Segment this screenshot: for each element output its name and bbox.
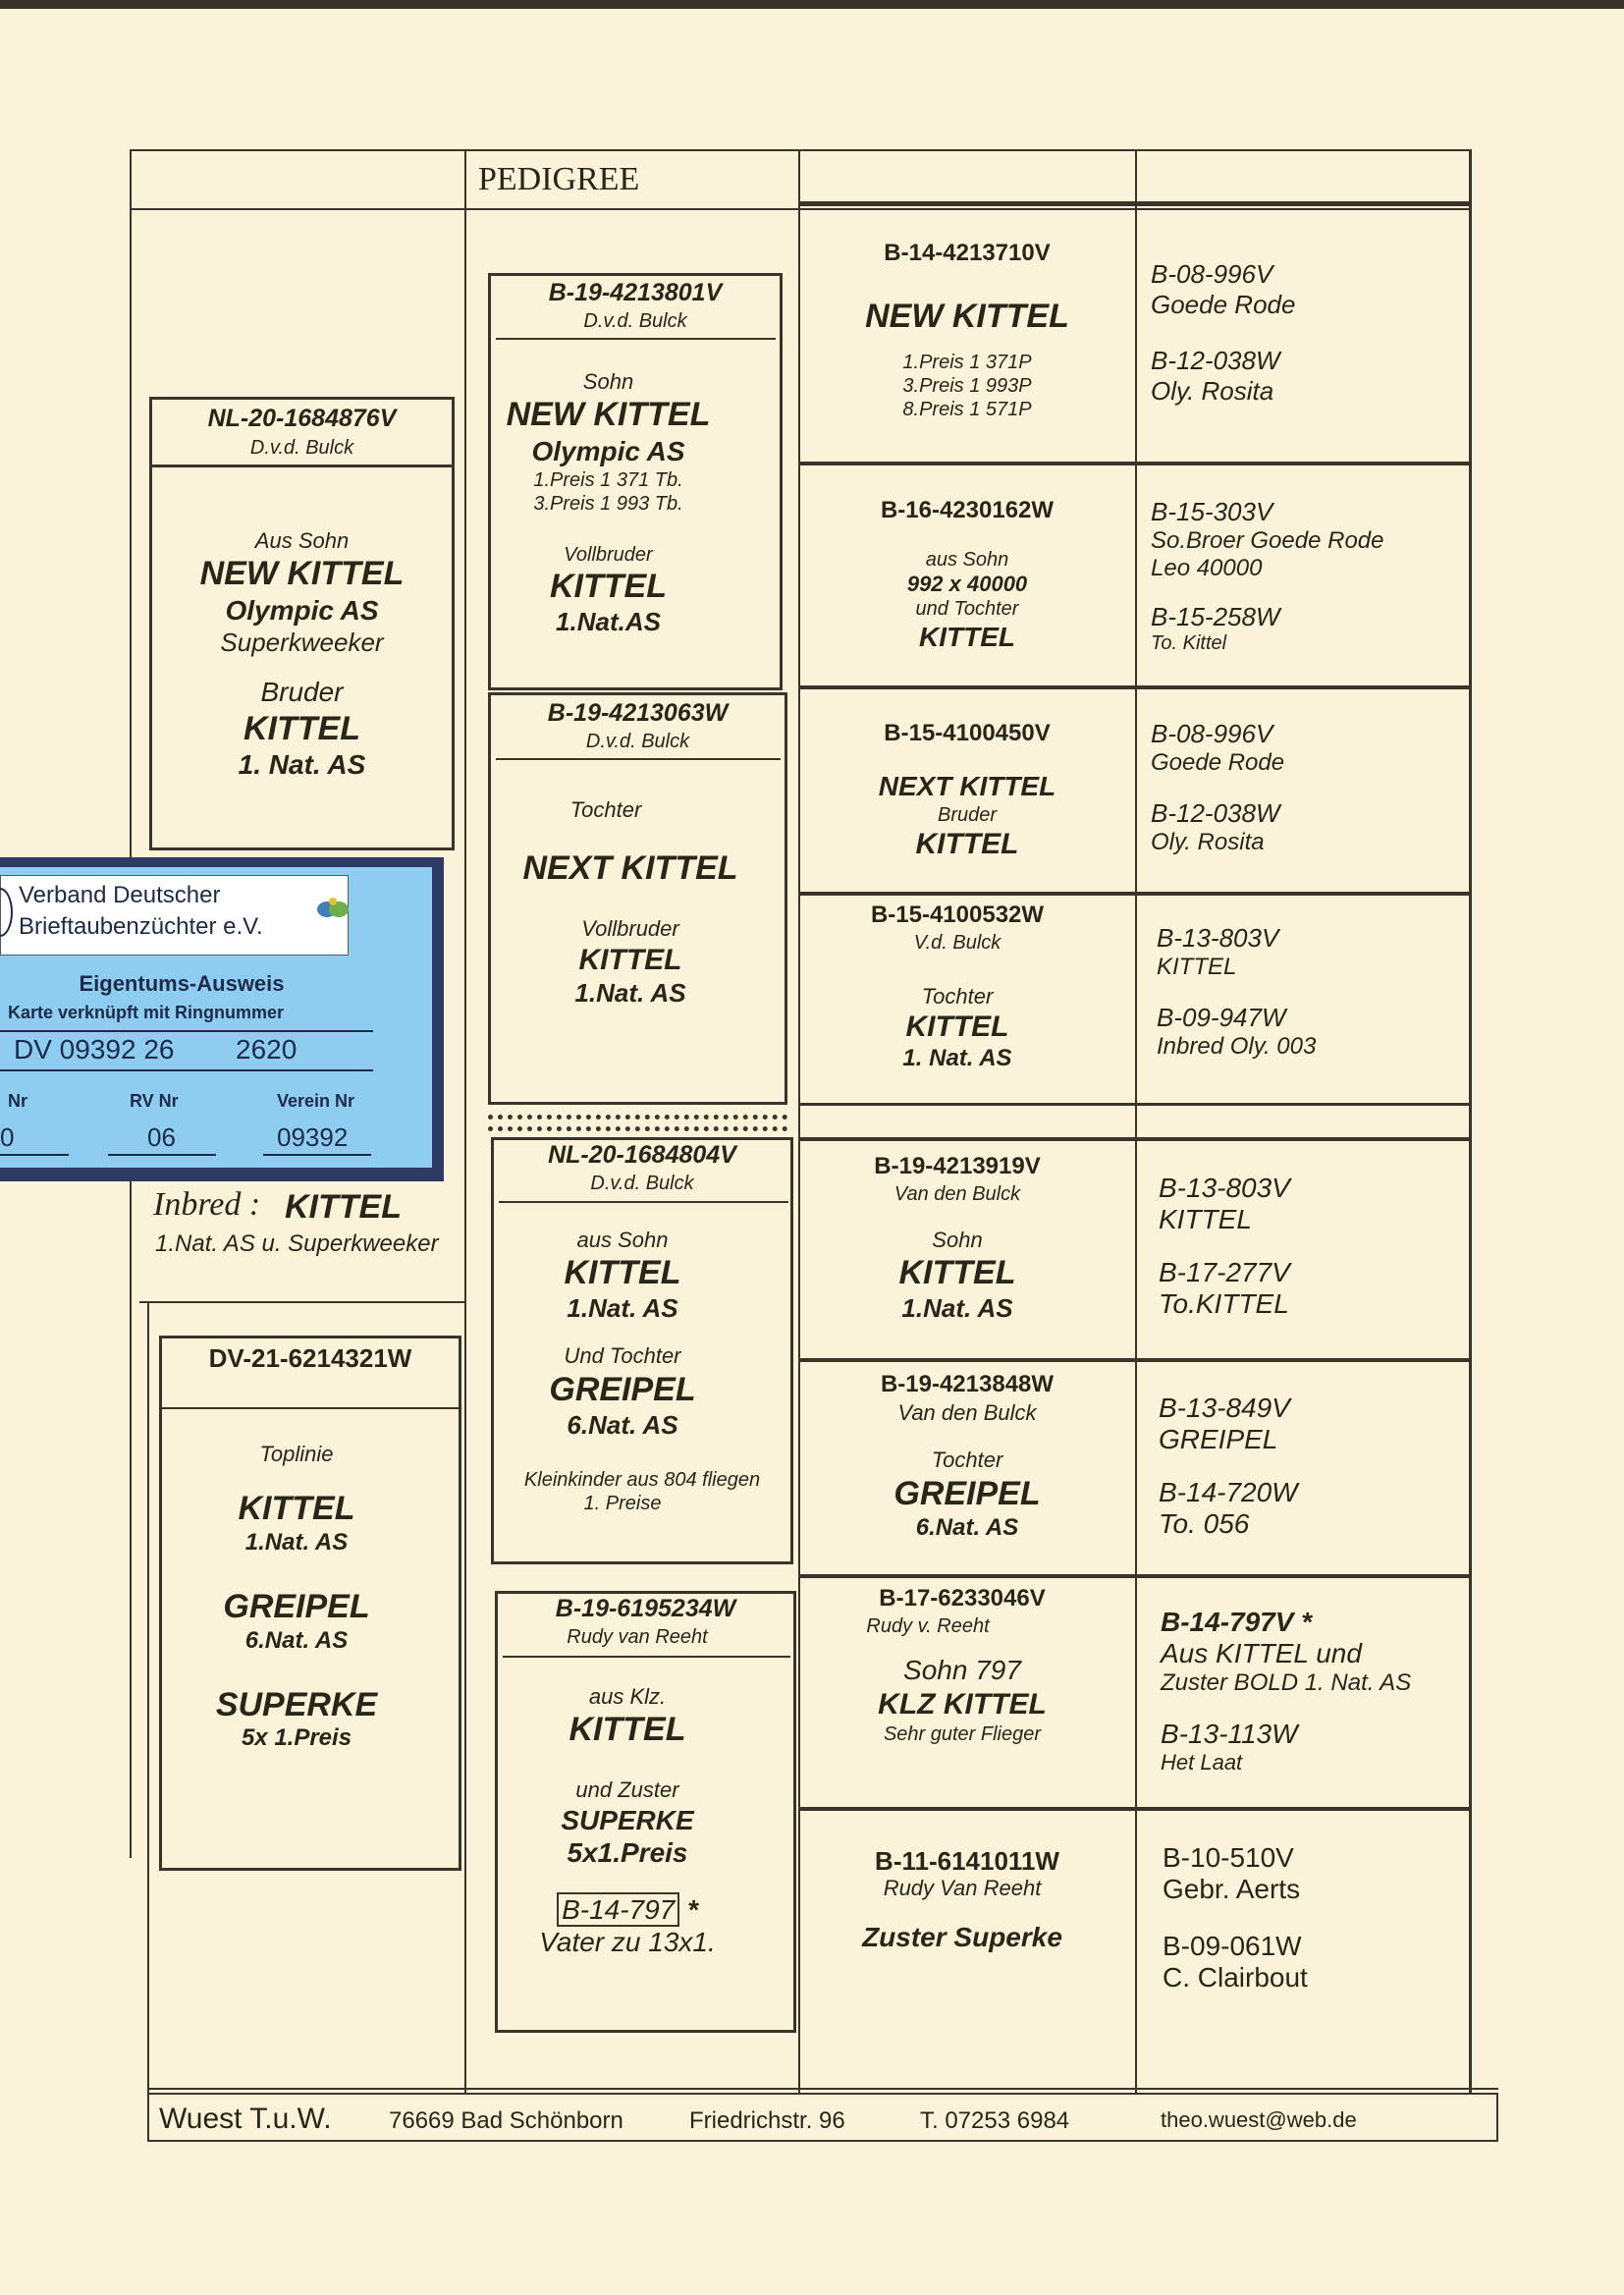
grandparent-details	[800, 548, 1134, 654]
grandparent-ring: B-17-6233046V	[879, 1585, 1046, 1612]
ggp-line: B-12-038W	[1151, 798, 1280, 828]
parent2-line: KITTEL	[578, 943, 682, 976]
ggp-line: Goede Rode	[1151, 749, 1285, 776]
ggp-line: So.Broer Goede Rode	[1151, 527, 1384, 554]
sire-line: 1. Nat. AS	[238, 749, 366, 781]
ggp-line: Aus KITTEL und	[1161, 1638, 1362, 1668]
dam-line: Toplinie	[259, 1442, 334, 1466]
grandparent-line: und Tochter	[915, 598, 1019, 621]
grandparent-ring: B-16-4230162W	[880, 497, 1055, 523]
parent-box-4-sep	[503, 1656, 790, 1658]
parent-box-1-sep	[496, 338, 776, 340]
parent2-details	[488, 797, 773, 1009]
dam-line: SUPERKE	[215, 1685, 378, 1723]
org-name-line2: Brieftaubenzüchter e.V.	[19, 913, 263, 940]
parent3-line: GREIPEL	[549, 1370, 696, 1408]
grandparent-ring: B-19-4213848W	[880, 1371, 1055, 1397]
dam-line: KITTEL	[238, 1490, 355, 1528]
frame-top	[130, 149, 1471, 151]
ggp-line: Oly. Rosita	[1151, 376, 1274, 406]
sire-line: Aus Sohn	[254, 528, 350, 553]
sire-details	[149, 528, 455, 782]
parent4-line: 5x1.Preis	[567, 1837, 688, 1869]
ggp-line: KITTEL	[1157, 954, 1237, 980]
parent3-line: 1. Preise	[583, 1492, 662, 1514]
ownership-card	[0, 857, 444, 1181]
dam-details	[159, 1442, 434, 1753]
parent4-line: KITTEL	[568, 1711, 686, 1749]
parent4-ref-row	[495, 1893, 760, 1927]
grandparent-line: Sehr guter Flieger	[883, 1722, 1042, 1745]
grandparent-line: NEXT KITTEL	[878, 771, 1056, 801]
ggp-cell	[1163, 1842, 1308, 1994]
parent3-line: Und Tochter	[564, 1343, 681, 1369]
parent1-line: KITTEL	[550, 567, 667, 605]
sire-line: Bruder	[260, 676, 344, 707]
card-col2-label: RV Nr	[130, 1091, 179, 1111]
col-divider-4	[1469, 208, 1472, 2094]
ggp-line: Inbred Oly. 003	[1157, 1033, 1317, 1060]
parent3-breeder: D.v.d. Bulck	[590, 1173, 694, 1194]
parent4-details	[495, 1684, 760, 1959]
grandparent-line: KITTEL	[898, 1254, 1016, 1292]
card-col2-value: 06	[147, 1122, 176, 1152]
grandparent-line: Tochter	[931, 1448, 1003, 1473]
ggp-line: B-15-303V	[1151, 497, 1273, 526]
org-seal-icon	[0, 888, 13, 937]
ggp-cell	[1151, 497, 1383, 655]
ggp-line: B-17-277V	[1159, 1257, 1290, 1287]
inbred-label: Inbred :	[153, 1186, 261, 1223]
col-divider-2-head	[798, 149, 800, 208]
grand-top-thick	[800, 201, 1472, 206]
card-rule	[0, 1030, 373, 1032]
footer-email: theo.wuest@web.de	[1161, 2107, 1357, 2132]
col-divider-3-head	[1135, 149, 1137, 208]
card-col1-label: Nr	[8, 1091, 28, 1111]
grandparent-line: 6.Nat. AS	[915, 1513, 1019, 1541]
ggp-cell	[1161, 1607, 1411, 1776]
ggp-line: B-14-720W	[1159, 1477, 1298, 1507]
parent1-details	[488, 369, 729, 637]
grandparent-details	[800, 931, 1114, 1073]
card-underline	[108, 1154, 216, 1156]
card-underline	[0, 1154, 69, 1156]
parent4-line: und Zuster	[575, 1777, 679, 1803]
sire-line: Olympic AS	[225, 595, 379, 627]
col0-left-lower	[147, 1301, 149, 2097]
grandparent-line: 992 x 40000	[906, 572, 1028, 596]
ggp-line: To. Kittel	[1151, 632, 1227, 654]
parent1-line: 1.Nat.AS	[556, 606, 661, 636]
parent3-line: Kleinkinder aus 804 fliegen	[523, 1468, 761, 1491]
col-divider-3	[1135, 208, 1137, 2094]
grandparent-ring: B-19-4213919V	[874, 1153, 1041, 1179]
parent3-details	[491, 1228, 793, 1515]
card-col1-value: 0	[0, 1122, 15, 1152]
parent1-line: Vollbruder	[564, 543, 653, 566]
dotted-divider	[488, 1115, 787, 1120]
row-divider	[800, 1358, 1472, 1362]
dam-line: 5x 1.Preis	[241, 1724, 352, 1752]
grandparent-line: 3.Preis 1 993P	[902, 374, 1032, 397]
grandparent-line: NEW KITTEL	[865, 298, 1069, 335]
parent1-line: 3.Preis 1 993 Tb.	[533, 492, 683, 515]
ggp-line: B-09-947W	[1157, 1003, 1286, 1032]
grandparent-ring: B-15-4100532W	[870, 902, 1045, 928]
card-ring-extra: 2620	[236, 1034, 298, 1065]
ggp-cell	[1151, 259, 1295, 407]
parent3-line: KITTEL	[564, 1254, 681, 1292]
grandparent-line: Van den Bulck	[893, 1183, 1021, 1205]
row-divider	[800, 1807, 1472, 1811]
card-underline	[263, 1154, 371, 1156]
parent4-line: SUPERKE	[561, 1804, 694, 1835]
frame-right-top	[1469, 149, 1472, 208]
parent3-ring: NL-20-1684804V	[548, 1141, 736, 1169]
grandparent-details	[800, 1876, 1124, 1954]
pigeon-logo-icon	[315, 894, 351, 921]
grandparent-line: Rudy Van Reeht	[883, 1876, 1042, 1900]
parent2-line: Tochter	[569, 797, 642, 822]
grandparent-details	[800, 1614, 1124, 1746]
card-title: Eigentums-Ausweis	[79, 971, 285, 996]
ggp-line: B-13-803V	[1159, 1173, 1290, 1203]
footer-city: 76669 Bad Schönborn	[389, 2107, 623, 2134]
inbred-value: KITTEL	[285, 1188, 402, 1226]
grandparent-line: Zuster Superke	[862, 1922, 1062, 1953]
col-divider-2	[798, 208, 800, 2094]
grandparent-details	[800, 770, 1134, 862]
parent1-line: Sohn	[582, 369, 634, 394]
ggp-cell	[1159, 1173, 1290, 1320]
ggp-line: Goede Rode	[1151, 290, 1296, 319]
ggp-line: Gebr. Aerts	[1163, 1874, 1301, 1904]
grandparent-line: KITTEL	[915, 827, 1019, 860]
row-divider	[800, 1103, 1472, 1106]
footer-phone: T. 07253 6984	[920, 2107, 1070, 2134]
grandparent-line: aus Sohn	[925, 549, 1009, 571]
ggp-line: B-10-510V	[1163, 1842, 1294, 1873]
parent2-line: NEXT KITTEL	[522, 849, 738, 888]
dam-box-sep	[159, 1407, 461, 1409]
sire-box-sep	[149, 464, 455, 467]
grandparent-line: Sohn	[932, 1228, 983, 1252]
footer-street: Friedrichstr. 96	[689, 2107, 845, 2134]
parent1-breeder: D.v.d. Bulck	[583, 310, 687, 332]
ggp-line: GREIPEL	[1159, 1424, 1278, 1454]
card-subtitle: Karte verknüpft mit Ringnummer	[8, 1003, 285, 1022]
parent4-ref-framed: B-14-797	[557, 1892, 679, 1927]
sire-breeder: D.v.d. Bulck	[249, 437, 354, 459]
ggp-line: C. Clairbout	[1163, 1962, 1308, 1993]
row-divider	[800, 892, 1472, 896]
dam-ring: DV-21-6214321W	[208, 1343, 412, 1373]
grandparent-line: Rudy v. Reeht	[866, 1615, 990, 1637]
ggp-line: B-13-113W	[1161, 1719, 1298, 1749]
card-col3-value: 09392	[277, 1122, 349, 1152]
ggp-line: B-08-996V	[1151, 719, 1273, 748]
parent1-line: 1.Preis 1 371 Tb.	[533, 468, 683, 491]
grandparent-line: 8.Preis 1 571P	[902, 398, 1032, 420]
sire-line: Superkweeker	[220, 627, 384, 657]
grandparent-line: Bruder	[937, 803, 998, 826]
card-rule	[0, 1069, 373, 1071]
grandparent-details	[800, 297, 1134, 421]
ggp-cell	[1157, 923, 1316, 1061]
parent1-line: Olympic AS	[531, 436, 685, 467]
parent2-line: 1.Nat. AS	[574, 977, 686, 1008]
grandparent-line: 1. Nat. AS	[902, 1045, 1012, 1072]
ggp-cell	[1159, 1393, 1298, 1540]
ggp-line: Oly. Rosita	[1151, 829, 1265, 855]
parent2-line: Vollbruder	[581, 916, 679, 942]
sire-ring: NL-20-1684876V	[207, 405, 397, 432]
grandparent-line: Sohn 797	[903, 1655, 1021, 1685]
grandparent-line: KITTEL	[905, 1011, 1009, 1044]
sire-line: NEW KITTEL	[199, 555, 405, 593]
grandparent-line: 1.Nat. AS	[901, 1293, 1013, 1324]
row-divider	[800, 685, 1472, 689]
page-title: PEDIGREE	[478, 161, 640, 197]
dam-line: 6.Nat. AS	[244, 1626, 349, 1654]
grandparent-line: Van den Bulck	[897, 1400, 1037, 1425]
grandparent-ring: B-15-4100450V	[884, 720, 1051, 746]
parent3-line: aus Sohn	[576, 1228, 669, 1252]
parent1-line: NEW KITTEL	[506, 396, 711, 434]
row-divider	[800, 462, 1472, 465]
ownership-card-header	[0, 875, 349, 956]
org-name-line1: Verband Deutscher	[19, 882, 221, 908]
inbred-sub: 1.Nat. AS u. Superkweeker	[155, 1230, 439, 1257]
ggp-line: B-13-803V	[1157, 923, 1279, 953]
ggp-line: Het Laat	[1161, 1750, 1243, 1775]
parent4-breeder: Rudy van Reeht	[567, 1626, 708, 1648]
grandparent-line: 1.Preis 1 371P	[902, 351, 1032, 373]
ggp-line: Leo 40000	[1151, 555, 1263, 581]
ggp-line: B-12-038W	[1151, 346, 1280, 375]
dam-line: 1.Nat. AS	[244, 1529, 349, 1557]
row-divider	[800, 1574, 1472, 1578]
grandparent-ring: B-11-6141011W	[875, 1846, 1059, 1876]
footer-name: Wuest T.u.W.	[159, 2103, 332, 2135]
parent4-line: Vater zu 13x1.	[539, 1927, 716, 1958]
col0-divider	[139, 1301, 466, 1303]
grandparent-line: KLZ KITTEL	[878, 1687, 1047, 1721]
parent3-line: 6.Nat. AS	[567, 1409, 678, 1440]
card-ring-number: DV 09392 26	[14, 1034, 175, 1065]
grandparent-ring: B-14-4213710V	[884, 240, 1051, 266]
ggp-line: B-13-849V	[1159, 1393, 1290, 1423]
row-divider	[800, 1137, 1472, 1141]
parent3-line: 1.Nat. AS	[567, 1293, 678, 1324]
col-divider-1	[464, 149, 466, 2094]
grandparent-line: KITTEL	[919, 622, 1015, 653]
parent1-ring: B-19-4213801V	[548, 279, 723, 306]
parent-box-3-sep	[499, 1201, 788, 1203]
grandparent-details	[800, 1182, 1114, 1324]
dotted-divider	[488, 1126, 787, 1131]
header-bottom	[130, 208, 1471, 210]
dam-line: GREIPEL	[223, 1587, 370, 1625]
card-col3-label: Verein Nr	[277, 1091, 355, 1111]
ggp-line: KITTEL	[1159, 1204, 1252, 1234]
grandparent-line: GREIPEL	[893, 1474, 1041, 1512]
parent2-ring: B-19-4213063W	[547, 699, 729, 727]
grandparent-details	[800, 1400, 1134, 1542]
ggp-line: B-08-996V	[1151, 259, 1273, 289]
parent2-breeder: D.v.d. Bulck	[585, 731, 690, 752]
footer	[147, 2093, 1498, 2142]
sire-line: KITTEL	[244, 709, 360, 747]
frame-left-top	[130, 149, 132, 208]
ggp-line: B-15-258W	[1151, 602, 1280, 631]
ggp-line: B-14-797V *	[1161, 1607, 1313, 1637]
parent4-line: aus Klz.	[588, 1684, 667, 1709]
ggp-line: To. 056	[1159, 1508, 1250, 1539]
ownership-card-body	[0, 867, 432, 1168]
ggp-cell	[1151, 719, 1284, 856]
parent-box-2-sep	[496, 758, 781, 760]
parent4-ring: B-19-6195234W	[555, 1595, 736, 1622]
footer-top-line	[147, 2088, 1498, 2090]
parent4-ref-star: *	[687, 1893, 698, 1925]
grandparent-line: Tochter	[921, 984, 994, 1009]
grandparent-line: V.d. Bulck	[913, 932, 1001, 954]
ggp-line: To.KITTEL	[1159, 1288, 1289, 1319]
ggp-line: Zuster BOLD 1. Nat. AS	[1161, 1669, 1412, 1696]
ggp-line: B-09-061W	[1163, 1931, 1302, 1961]
